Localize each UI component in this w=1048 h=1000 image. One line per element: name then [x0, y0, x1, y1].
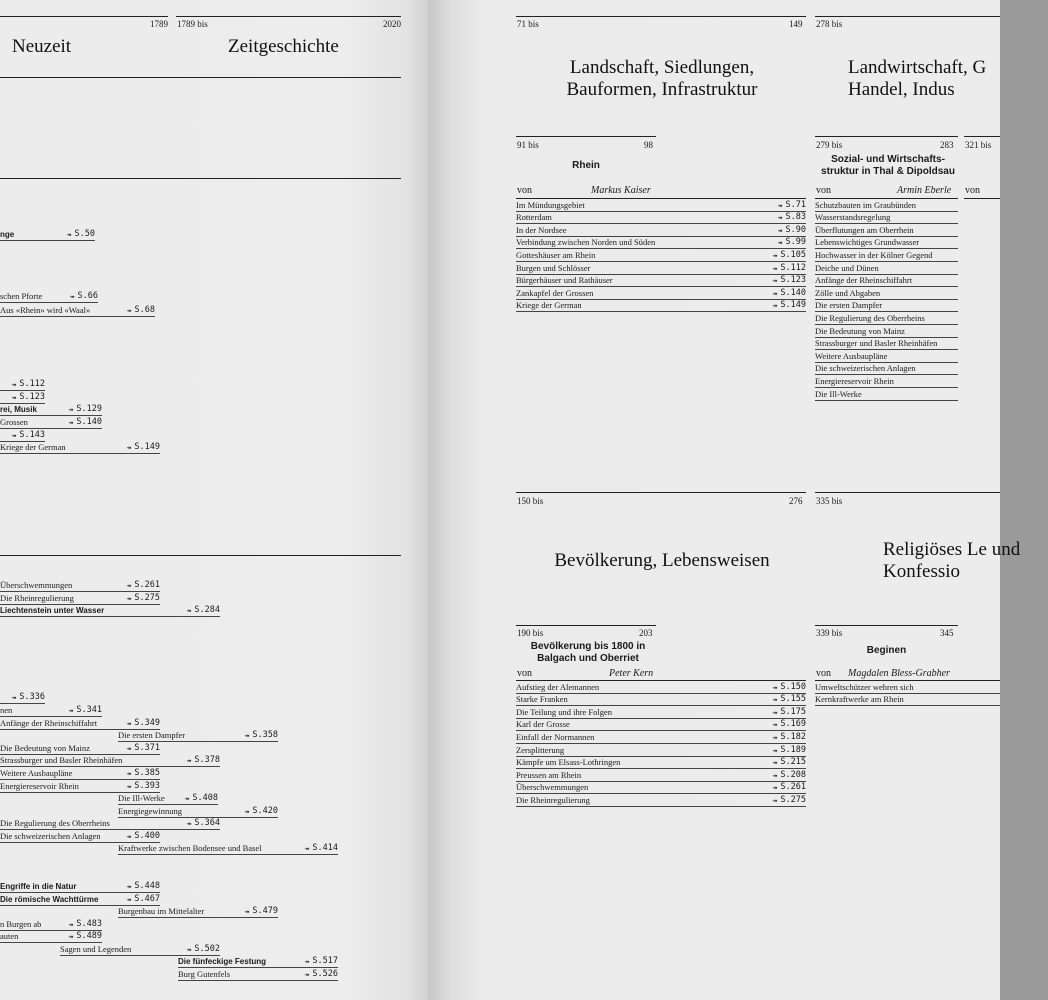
chapter-title: Beginen [866, 645, 907, 656]
toc-entry[interactable] [815, 300, 958, 313]
toc-entry[interactable] [0, 579, 160, 592]
arrow-icon: ↠ [126, 305, 132, 315]
toc-entry[interactable] [815, 199, 958, 212]
arrow-icon: ↠ [126, 442, 132, 452]
toc-entry[interactable] [0, 429, 45, 442]
arrow-icon: ↠ [772, 288, 778, 298]
entry-label: Anfänge der Rheinschiffahrt [0, 717, 98, 728]
page-number: S.105 [780, 249, 806, 260]
arrow-icon: ↠ [244, 906, 250, 916]
page-number: S.261 [134, 579, 160, 590]
arrow-icon: ↠ [11, 379, 17, 389]
toc-entry[interactable] [0, 717, 160, 730]
entry-label: Überschwemmungen [0, 579, 73, 590]
toc-entry[interactable] [0, 604, 220, 617]
page-number: S.358 [252, 729, 278, 740]
entry-label: Im Mündungsgebiet [516, 199, 585, 210]
toc-entry[interactable] [516, 212, 806, 225]
arrow-icon: ↠ [772, 682, 778, 692]
arrow-icon: ↠ [68, 919, 74, 929]
entry-label: Strassburger und Basler Rheinhäfen [815, 338, 938, 349]
page-number: S.489 [76, 930, 102, 941]
arrow-icon: ↠ [244, 730, 250, 740]
by-label: von [965, 185, 980, 196]
entry-label: n Burgen ab [0, 918, 42, 929]
toc-entry[interactable] [516, 769, 806, 782]
entry-label: Energiereservoir Rhein [0, 780, 79, 791]
entry-label: nen [0, 704, 13, 715]
entry-label: Kriege der German [0, 441, 66, 452]
arrow-icon: ↠ [777, 213, 783, 223]
header-rule [815, 136, 958, 137]
entry-label: Die Ill-Werke [118, 792, 165, 803]
section-title: Zeitgeschichte [228, 36, 339, 57]
arrow-icon: ↠ [772, 745, 778, 755]
arrow-icon: ↠ [772, 263, 778, 273]
arrow-icon: ↠ [126, 718, 132, 728]
author-name: Markus Kaiser [591, 185, 651, 196]
arrow-icon: ↠ [772, 783, 778, 793]
range-start: 1789 bis [177, 19, 208, 29]
range-end: 98 [644, 140, 653, 150]
header-rule [516, 136, 656, 137]
page-number: S.275 [780, 794, 806, 805]
entry-label: Zankapfel der Grossen [516, 287, 594, 298]
entry-label: Hochwasser in der Kölner Gegend [815, 249, 933, 260]
arrow-icon: ↠ [772, 301, 778, 311]
toc-entry[interactable] [815, 325, 958, 338]
entry-label: In der Nordsee [516, 224, 567, 235]
toc-entry[interactable] [815, 338, 958, 351]
toc-entry[interactable] [516, 275, 806, 288]
toc-entry[interactable] [815, 388, 958, 401]
entry-label: Die fünfeckige Festung [178, 956, 267, 966]
page-number: S.275 [134, 592, 160, 603]
page-number: S.414 [312, 842, 338, 853]
arrow-icon: ↠ [68, 931, 74, 941]
entry-label: Die schweizerischen Anlagen [0, 830, 101, 841]
toc-entry[interactable] [118, 729, 278, 742]
arrow-icon: ↠ [11, 392, 17, 402]
toc-entry[interactable] [0, 767, 160, 780]
arrow-icon: ↠ [772, 250, 778, 260]
section-title: Religiöses Le und Konfessio [883, 539, 1021, 582]
arrow-icon: ↠ [68, 404, 74, 414]
arrow-icon: ↠ [126, 781, 132, 791]
entry-label: Grossen [0, 416, 28, 427]
arrow-icon: ↠ [244, 806, 250, 816]
entry-label: Die Teilung und ihre Folgen [516, 706, 613, 717]
entry-label: Weitere Ausbaupläne [0, 767, 73, 778]
entry-label: schen Pforte [0, 290, 43, 301]
entry-label: Die schweizerischen Anlagen [815, 363, 916, 374]
arrow-icon: ↠ [772, 707, 778, 717]
page-number: S.400 [134, 830, 160, 841]
header-rule [815, 625, 958, 626]
page-number: S.364 [194, 817, 220, 828]
entry-label: Zölle und Abgaben [815, 287, 881, 298]
arrow-icon: ↠ [772, 695, 778, 705]
arrow-icon: ↠ [126, 743, 132, 753]
toc-entry[interactable] [0, 378, 45, 391]
arrow-icon: ↠ [772, 770, 778, 780]
section-title: Landwirtschaft, G Handel, Indus [848, 57, 987, 100]
toc-entry[interactable] [118, 842, 338, 855]
toc-entry[interactable] [178, 955, 338, 968]
page-number: S.526 [312, 968, 338, 979]
toc-entry[interactable] [815, 212, 958, 225]
page-number: S.123 [780, 275, 806, 286]
entry-label: Kernkraftwerke am Rhein [815, 694, 904, 705]
toc-entry[interactable] [0, 754, 220, 767]
entry-label: Liechtenstein unter Wasser [0, 605, 105, 615]
right-page [428, 0, 1021, 1000]
page-number: S.112 [780, 262, 806, 273]
page-number: S.261 [780, 782, 806, 793]
arrow-icon: ↠ [126, 580, 132, 590]
entry-label: auten [0, 930, 19, 941]
page-number: S.517 [312, 955, 338, 966]
page-number: S.112 [19, 378, 45, 389]
entry-label: Die Bedeutung von Mainz [815, 325, 905, 336]
entry-label: Energiegewinnung [118, 805, 183, 816]
page-number: S.341 [76, 704, 102, 715]
entry-label: Weitere Ausbaupläne [815, 350, 888, 361]
entry-label: Die Bedeutung von Mainz [0, 742, 90, 753]
range-start: 339 bis [816, 628, 843, 638]
author-rule [964, 198, 1000, 199]
page-number: S.71 [785, 199, 806, 210]
arrow-icon: ↠ [126, 881, 132, 891]
entry-label: Karl der Grosse [516, 719, 570, 730]
toc-entry[interactable] [178, 968, 338, 981]
toc-entry[interactable] [0, 780, 160, 793]
page-number: S.336 [19, 691, 45, 702]
toc-entry[interactable] [60, 943, 220, 956]
toc-entry[interactable] [0, 228, 95, 241]
toc-entry[interactable] [815, 350, 958, 363]
toc-entry[interactable] [516, 249, 806, 262]
page-number: S.502 [194, 943, 220, 954]
arrow-icon: ↠ [304, 843, 310, 853]
arrow-icon: ↠ [126, 768, 132, 778]
author-name: Peter Kern [609, 668, 654, 679]
toc-entry[interactable] [815, 363, 958, 376]
page-number: S.90 [785, 224, 806, 235]
arrow-icon: ↠ [69, 291, 75, 301]
section-title: Bevölkerung, Lebensweisen [554, 550, 770, 571]
page-number: S.349 [134, 717, 160, 728]
range-end: 345 [940, 628, 954, 638]
page-number: S.66 [77, 290, 98, 301]
entry-label: Verbindung zwischen Norden und Süden [516, 237, 656, 248]
arrow-icon: ↠ [68, 417, 74, 427]
by-label: von [517, 668, 532, 679]
entry-label: nge [0, 229, 15, 239]
entry-label: Umweltschützer wehren sich [815, 681, 914, 692]
by-label: von [816, 185, 831, 196]
toc-entry[interactable] [0, 304, 155, 317]
entry-label: Die Rheinregulierung [516, 794, 590, 805]
page-number: S.155 [780, 694, 806, 705]
toc-entry[interactable] [0, 930, 102, 943]
entry-label: Die römische Wachttürme [0, 894, 99, 904]
toc-entry[interactable] [0, 416, 102, 429]
range-end: 276 [789, 496, 803, 506]
arrow-icon: ↠ [68, 705, 74, 715]
range-end: 283 [940, 140, 954, 150]
toc-entry[interactable] [516, 782, 806, 795]
page-number: S.175 [780, 706, 806, 717]
page-number: S.467 [134, 893, 160, 904]
toc-entry[interactable] [516, 757, 806, 770]
section-rule [0, 77, 401, 78]
author-name: Magdalen Bless-Grabher [848, 668, 950, 679]
page-number: S.408 [192, 792, 218, 803]
toc-entry[interactable] [118, 805, 278, 818]
arrow-icon: ↠ [777, 238, 783, 248]
page-number: S.150 [780, 681, 806, 692]
arrow-icon: ↠ [777, 225, 783, 235]
entry-label: Kriege der German [516, 300, 582, 311]
chapter-title: Bevölkerung bis 1800 in Balgach und Oberriet [530, 641, 646, 664]
page-number: S.215 [780, 757, 806, 768]
entry-label: Gotteshäuser am Rhein [516, 249, 596, 260]
entry-label: Burg Gutenfels [178, 968, 231, 979]
page-number: S.448 [134, 880, 160, 891]
entry-label: Die Rheinregulierung [0, 592, 74, 603]
toc-entry[interactable] [118, 792, 218, 805]
page-number: S.483 [76, 918, 102, 929]
toc-entry[interactable] [815, 224, 958, 237]
range-start: 91 bis [517, 140, 539, 150]
toc-entry[interactable] [516, 694, 806, 707]
toc-entry[interactable] [0, 391, 45, 404]
toc-entry[interactable] [815, 237, 958, 250]
toc-entry[interactable] [815, 312, 958, 325]
section-title: Landschaft, Siedlungen, Bauformen, Infrastruktur [566, 57, 758, 100]
entry-label: Überschwemmungen [516, 782, 589, 793]
chapter-title: Sozial- und Wirtschafts- struktur in Thal & Dipoldsau [821, 154, 955, 177]
entry-label: Wasserstandsregelung [815, 212, 891, 223]
page-number: S.378 [194, 754, 220, 765]
page-number: S.393 [134, 780, 160, 791]
arrow-icon: ↠ [186, 605, 192, 615]
page-number: S.284 [194, 604, 220, 615]
range-start: 150 bis [517, 496, 544, 506]
toc-entry[interactable] [0, 830, 160, 843]
entry-label: Schutzbauten im Graubünden [815, 199, 917, 210]
toc-entry[interactable] [516, 262, 806, 275]
toc-entry[interactable] [815, 375, 958, 388]
range-start: 335 bis [816, 496, 843, 506]
entry-label: Überflutungen am Oberrhein [815, 224, 914, 235]
arrow-icon: ↠ [126, 593, 132, 603]
entry-label: Die Regulierung des Oberrheins [815, 312, 925, 323]
toc-entry[interactable] [516, 300, 806, 313]
toc-entry[interactable] [118, 905, 278, 918]
range-start: 279 bis [816, 140, 843, 150]
toc-entry[interactable] [815, 694, 1000, 707]
page-number: S.50 [74, 228, 95, 239]
arrow-icon: ↠ [186, 944, 192, 954]
range-start: 190 bis [517, 628, 544, 638]
left-page [0, 0, 432, 1000]
toc-entry[interactable] [815, 287, 958, 300]
section-title: Neuzeit [12, 36, 72, 57]
section-rule [0, 178, 401, 179]
arrow-icon: ↠ [777, 200, 783, 210]
page-number: S.83 [785, 212, 806, 223]
header-rule [964, 136, 1000, 137]
page-number: S.189 [780, 744, 806, 755]
arrow-icon: ↠ [186, 755, 192, 765]
toc-entry[interactable] [0, 290, 98, 303]
range-start: 278 bis [816, 19, 843, 29]
arrow-icon: ↠ [66, 229, 72, 239]
entry-label: Einfall der Normannen [516, 731, 595, 742]
range-start: 321 bis [965, 140, 992, 150]
page-number: S.140 [780, 287, 806, 298]
toc-entry[interactable] [815, 262, 958, 275]
toc-entry[interactable] [815, 275, 958, 288]
arrow-icon: ↠ [772, 732, 778, 742]
toc-entry[interactable] [0, 691, 45, 704]
page-number: S.371 [134, 742, 160, 753]
entry-label: Aufstieg der Alemannen [516, 681, 600, 692]
toc-entry[interactable] [516, 794, 806, 807]
arrow-icon: ↠ [11, 692, 17, 702]
page-number: S.385 [134, 767, 160, 778]
toc-entry[interactable] [0, 893, 160, 906]
entry-label: Strassburger und Basler Rheinhäfen [0, 754, 123, 765]
by-label: von [517, 185, 532, 196]
entry-label: Starke Franken [516, 694, 568, 705]
entry-label: Preussen am Rhein [516, 769, 582, 780]
entry-label: Kämpfe um Elsass-Lothringen [516, 757, 621, 768]
page-number: S.129 [76, 403, 102, 414]
arrow-icon: ↠ [304, 969, 310, 979]
entry-label: Anfänge der Rheinschiffahrt [815, 275, 913, 286]
entry-label: Rotterdam [516, 212, 552, 223]
entry-label: Zersplitterung [516, 744, 565, 755]
header-rule [815, 16, 1000, 17]
page-number: S.169 [780, 719, 806, 730]
toc-entry[interactable] [516, 287, 806, 300]
range-start: 71 bis [517, 19, 539, 29]
toc-entry[interactable] [516, 706, 806, 719]
arrow-icon: ↠ [772, 720, 778, 730]
entry-label: Deiche und Dünen [815, 262, 879, 273]
range-end: 2020 [383, 19, 401, 29]
range-end: 203 [639, 628, 653, 638]
entry-label: Die ersten Dampfer [118, 729, 186, 740]
toc-entry[interactable] [0, 592, 160, 605]
page-number: S.143 [19, 429, 45, 440]
arrow-icon: ↠ [11, 430, 17, 440]
page-number: S.208 [780, 769, 806, 780]
entry-label: Bürgerhäuser und Rathäuser [516, 275, 613, 286]
arrow-icon: ↠ [126, 894, 132, 904]
toc-entry[interactable] [516, 744, 806, 757]
author-name: Armin Eberle [897, 185, 952, 196]
header-rule [815, 492, 1000, 493]
page-number: S.479 [252, 905, 278, 916]
toc-entry[interactable] [815, 681, 1000, 694]
toc-entry[interactable] [516, 719, 806, 732]
range-end: 149 [789, 19, 803, 29]
page-number: S.149 [134, 441, 160, 452]
page-number: S.68 [134, 304, 155, 315]
page-number: S.123 [19, 391, 45, 402]
toc-entry[interactable] [0, 403, 102, 416]
chapter-title: Rhein [572, 160, 600, 171]
page-number: S.182 [780, 731, 806, 742]
header-rule [516, 492, 806, 493]
header-rule [516, 16, 806, 17]
toc-entry[interactable] [0, 441, 160, 454]
arrow-icon: ↠ [304, 956, 310, 966]
entry-label: Sagen und Legenden [60, 943, 132, 954]
by-label: von [816, 668, 831, 679]
range-end: 1789 [150, 19, 168, 29]
entry-label: Aus «Rhein» wird «Waal» [0, 304, 91, 315]
arrow-icon: ↠ [772, 758, 778, 768]
arrow-icon: ↠ [186, 818, 192, 828]
page-number: S.140 [76, 416, 102, 427]
entry-label: Die ersten Dampfer [815, 300, 883, 311]
toc-entry[interactable] [815, 249, 958, 262]
entry-label: Engriffe in die Natur [0, 881, 77, 891]
toc-entry[interactable] [516, 224, 806, 237]
toc-entry[interactable] [516, 199, 806, 212]
header-rule [176, 16, 401, 17]
entry-label: rei, Musik [0, 404, 37, 414]
header-rule [516, 625, 656, 626]
header-rule [0, 16, 168, 17]
entry-label: Lebenswichtiges Grundwasser [815, 237, 920, 248]
entry-label: Energiereservoir Rhein [815, 375, 894, 386]
toc-entry[interactable] [0, 918, 102, 931]
toc-entry[interactable] [0, 704, 102, 717]
toc-entry[interactable] [516, 731, 806, 744]
arrow-icon: ↠ [772, 276, 778, 286]
arrow-icon: ↠ [772, 795, 778, 805]
entry-label: Burgen und Schlösser [516, 262, 591, 273]
toc-entry[interactable] [0, 742, 160, 755]
toc-entry[interactable] [0, 817, 220, 830]
page-number: S.99 [785, 237, 806, 248]
toc-entry[interactable] [0, 880, 160, 893]
toc-entry[interactable] [516, 237, 806, 250]
entry-label: Die Regulierung des Oberrheins [0, 817, 110, 828]
page-number: S.420 [252, 805, 278, 816]
arrow-icon: ↠ [184, 793, 190, 803]
arrow-icon: ↠ [126, 831, 132, 841]
entry-label: Die Ill-Werke [815, 388, 862, 399]
page-number: S.149 [780, 300, 806, 311]
entry-label: Burgenbau im Mittelalter [118, 905, 205, 916]
section-rule [0, 555, 401, 556]
toc-entry[interactable] [516, 681, 806, 694]
entry-label: Kraftwerke zwischen Bodensee und Basel [118, 842, 262, 853]
